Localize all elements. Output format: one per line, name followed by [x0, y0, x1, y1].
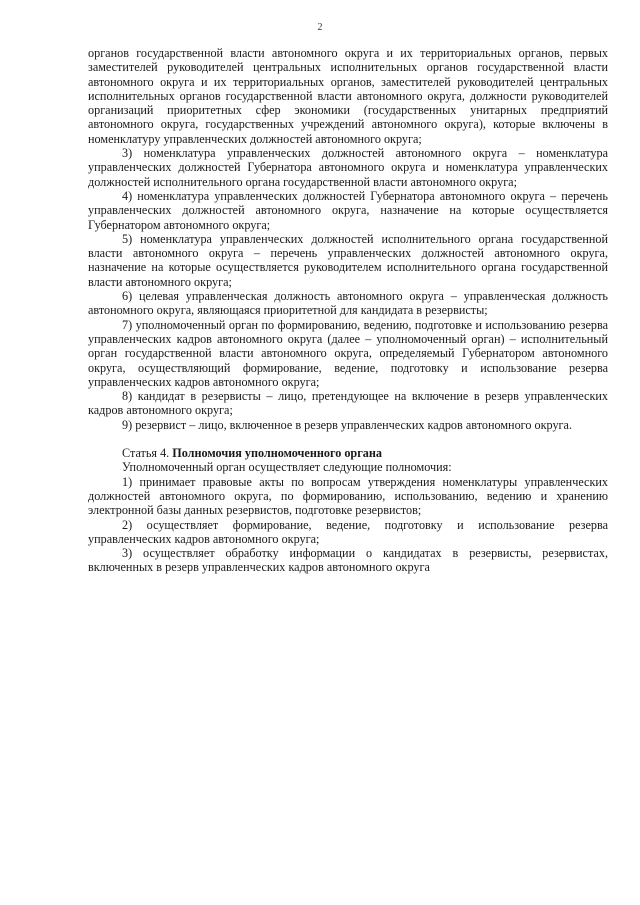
definition-8: 8) кандидат в резервисты – лицо, претендующее на включение в резерв управленческих кадров автономного округа; [88, 389, 608, 418]
article-heading [88, 446, 608, 460]
definition-6: 6) целевая управленческая должность автономного округа – управленческая должность автономного округа, являющаяся приоритетной для кандидата в резервисты; [88, 289, 608, 318]
article-intro: Уполномоченный орган осуществляет следующие полномочия: [122, 460, 452, 475]
article-prefix: Статья 4. [122, 446, 170, 461]
power-1: 1) принимает правовые акты по вопросам утверждения номенклатуры управленческих должностей автономного округа, по формированию, использованию, ведению и хранению электронной базы данных резервистов, подготовке резервистов; [88, 474, 608, 518]
power-2: 2) осуществляет формирование, ведение, подготовку и использование резерва управленческих кадров автономного округа; [88, 517, 608, 546]
definition-4: 4) номенклатура управленческих должностей Губернатора автономного округа – перечень управленческих должностей автономного округа, назначение на которые осуществляется Губернатором автономного округа; [88, 188, 608, 232]
definition-9: 9) резервист – лицо, включенное в резерв управленческих кадров автономного округа. [122, 417, 572, 432]
definition-7: 7) уполномоченный орган по формированию, ведению, подготовке и использованию резерва управленческих кадров автономного округа (далее – уполномоченный орган) – исполнительный орган государственной власти автономного округа, определяемый Губернатором автономного округа, осуществляющий формирование, ведение, подготовку и использование резерва управленческих кадров автономного округа; [88, 317, 608, 389]
definition-5: 5) номенклатура управленческих должностей исполнительного органа государственной власти автономного округа – перечень управленческих должностей автономного округа, назначение на которые осуществляется руководителем исполнительного органа государственной власти автономного округа; [88, 231, 608, 289]
document-body [88, 46, 608, 575]
page-number: 2 [317, 22, 323, 33]
definition-3: 3) номенклатура управленческих должностей автономного округа – номенклатура управленческих должностей Губернатора автономного округа и номенклатура управленческих должностей исполнительного органа государственной власти автономного округа; [88, 146, 608, 189]
paragraph: органов государственной власти автономного округа и их территориальных органов, первых заместителей руководителей центральных исполнительных органов государственной власти автономного округа и их территориальных органов, заместителей руководителей центральных исполнительных органов государственной власти автономного округа, должности руководителей организаций приоритетных сфер экономики (государственных унитарных предприятий автономного округа, государственных учреждений автономного округа), которые включены в номенклатуру управленческих должностей автономного округа; [88, 46, 608, 146]
power-3: 3) осуществляет обработку информации о кандидатах в резервисты, резервистах, включенных в резерв управленческих кадров автономного округа [88, 546, 608, 575]
article-title: Полномочия уполномоченного органа [172, 446, 382, 461]
